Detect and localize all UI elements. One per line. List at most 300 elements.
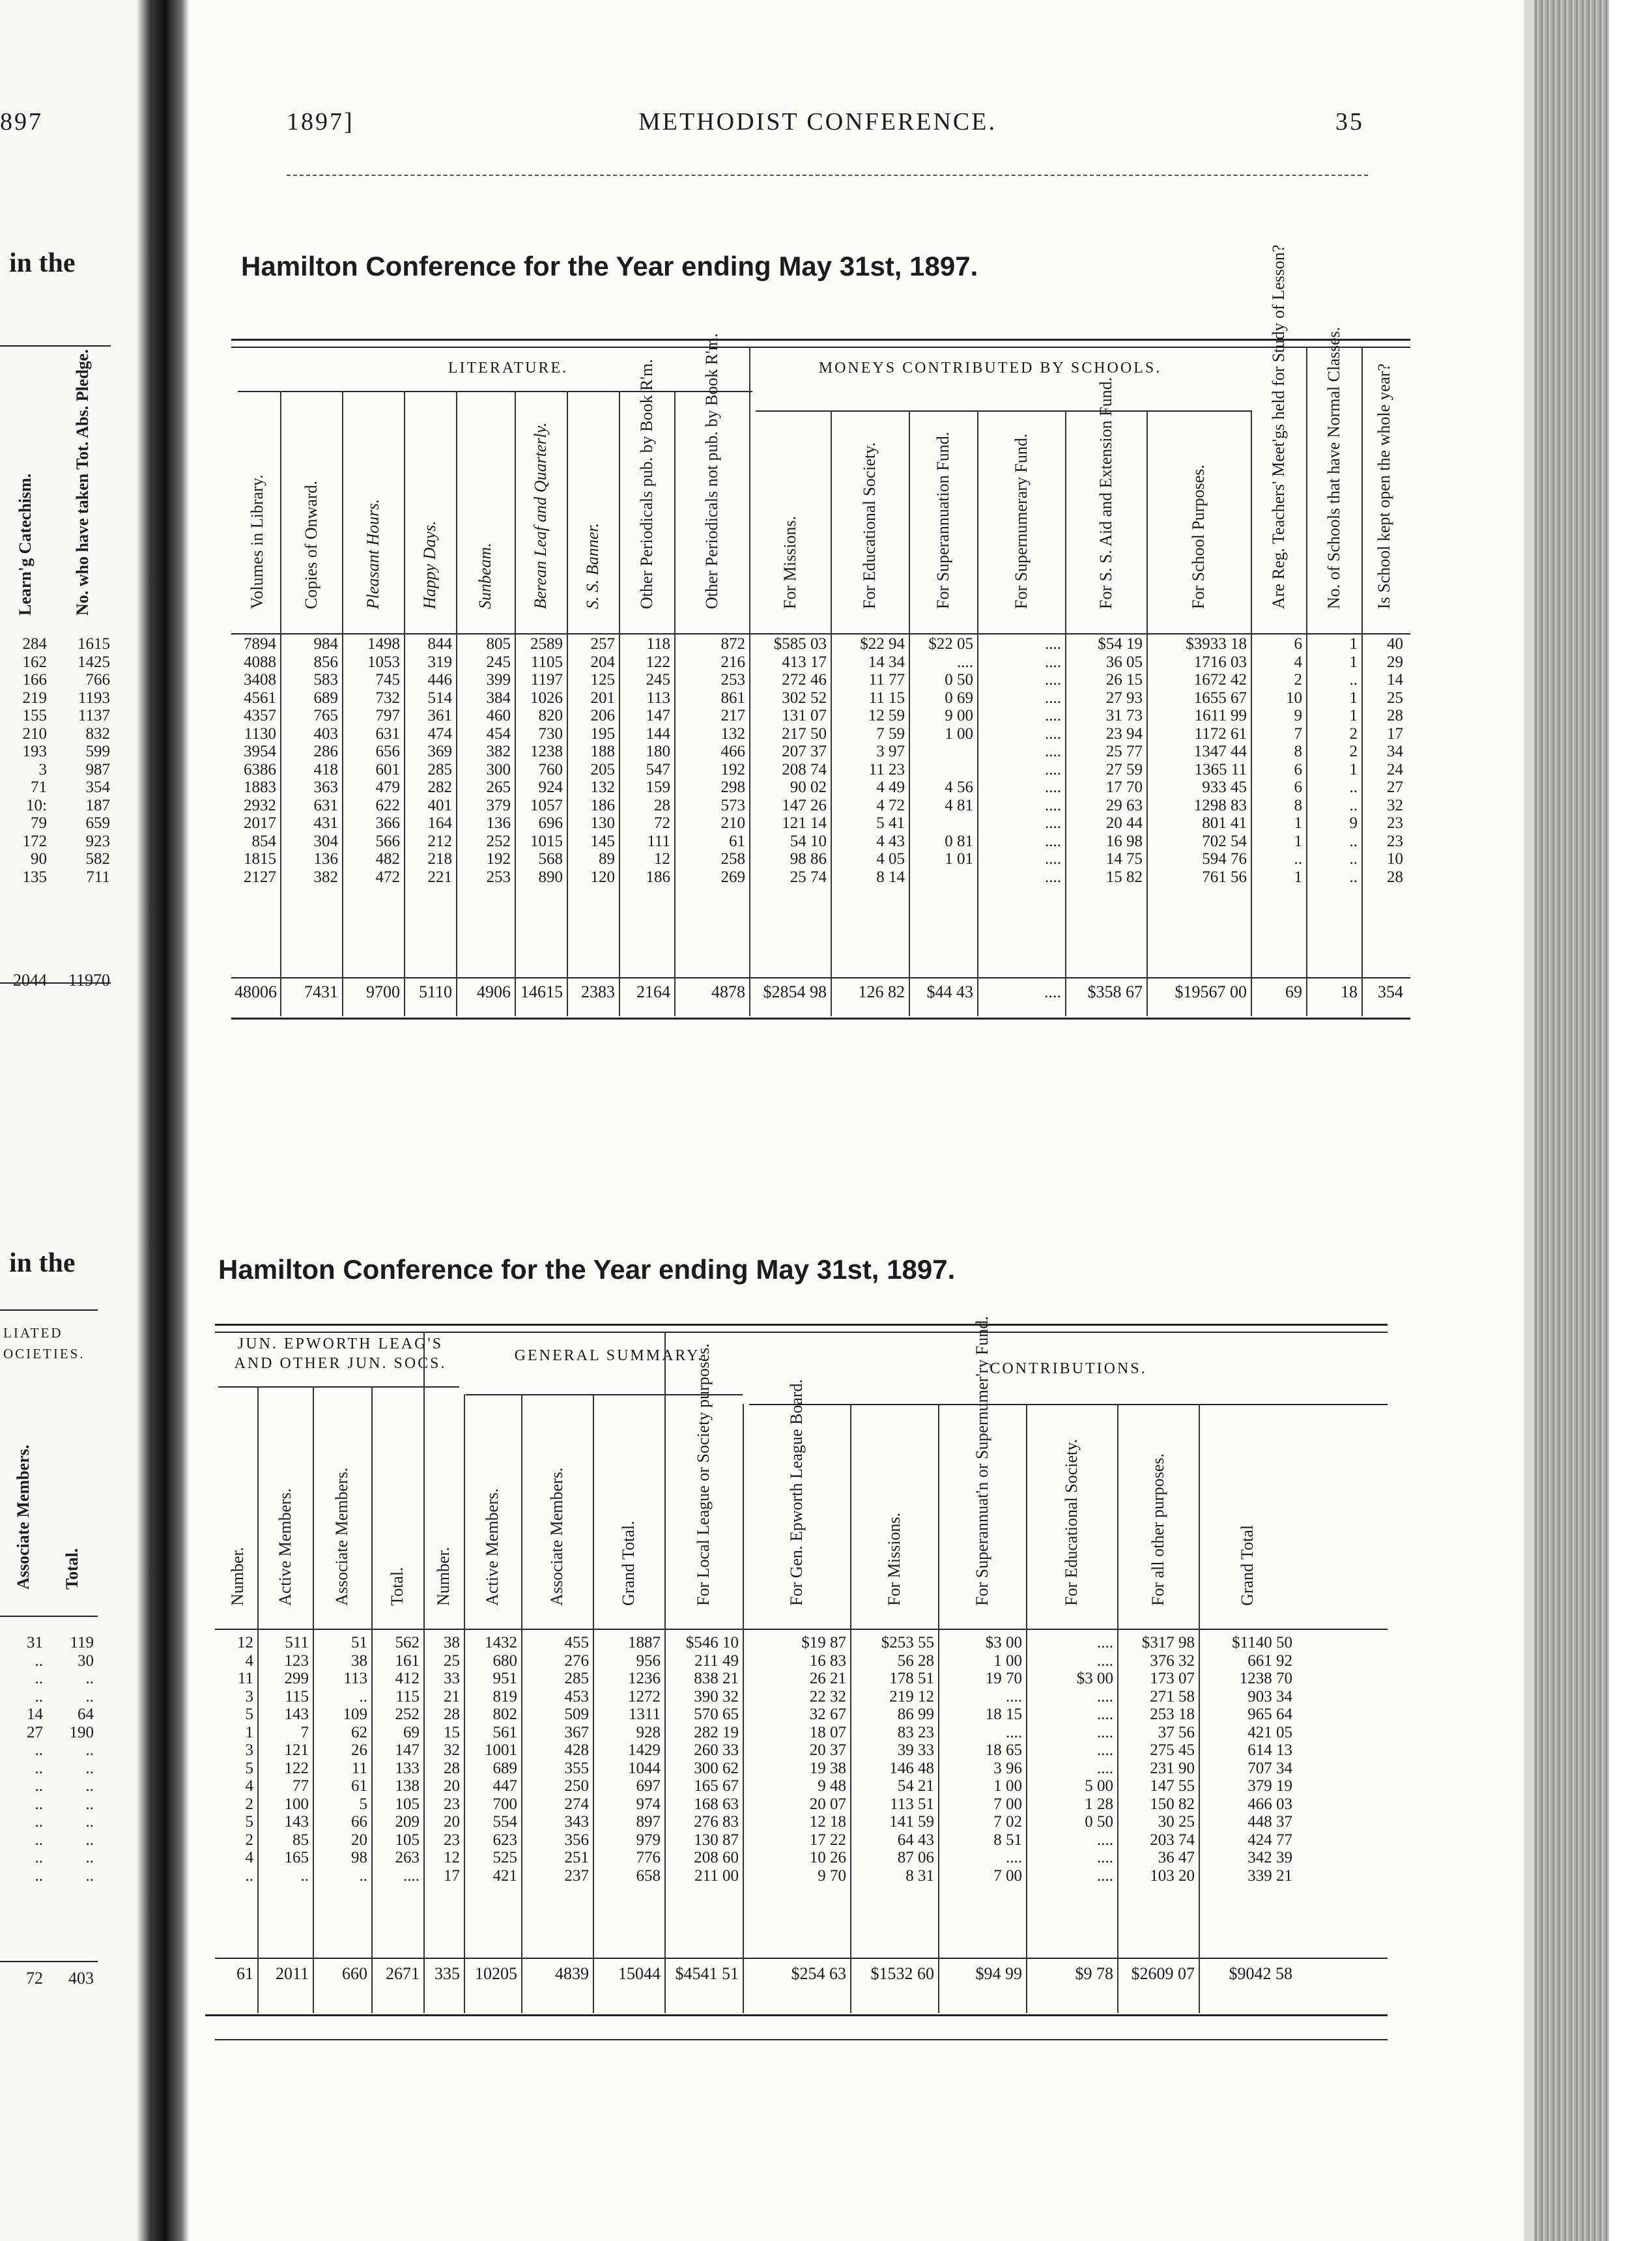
table-cell: 141 59 bbox=[889, 1813, 934, 1831]
table-cell: 1 bbox=[1349, 760, 1358, 778]
table2-column bbox=[313, 1386, 371, 2013]
table-cell: 689 bbox=[313, 689, 338, 707]
table-cell: 11 bbox=[351, 1759, 367, 1777]
table1-column bbox=[515, 391, 567, 1016]
column-header-label: Learn'g Catechism. bbox=[16, 473, 35, 616]
table-cell: 479 bbox=[375, 778, 400, 796]
table-cell: 3 bbox=[245, 1687, 253, 1706]
column-header-label: Pleasant Hours. bbox=[363, 499, 382, 609]
table-cell: $22 94 bbox=[860, 635, 905, 653]
table-cell: 103 20 bbox=[1150, 1866, 1195, 1885]
column-divider bbox=[1146, 410, 1148, 1016]
column-header bbox=[456, 391, 515, 629]
table-cell: 1272 bbox=[628, 1687, 661, 1706]
table-cell: 890 bbox=[538, 868, 563, 886]
table-cell: 5 bbox=[359, 1795, 367, 1813]
table-cell: 118 bbox=[646, 635, 670, 653]
table2-column bbox=[1117, 1386, 1199, 2013]
table-cell: .. bbox=[1349, 832, 1358, 850]
table-cell: 14 75 bbox=[1105, 850, 1143, 868]
table-cell: 5 41 bbox=[876, 814, 905, 832]
column-total: $9042 58 bbox=[1229, 1964, 1292, 1983]
table1-column bbox=[567, 391, 619, 1016]
table1-column bbox=[235, 391, 280, 1016]
table-cell: 14 34 bbox=[868, 653, 905, 671]
table-cell: 188 bbox=[590, 743, 615, 760]
table-cell: 173 07 bbox=[1150, 1670, 1195, 1687]
table1-column bbox=[831, 391, 909, 1016]
table-cell: 61 bbox=[351, 1777, 367, 1795]
table-cell: 622 bbox=[375, 796, 400, 814]
column-cells bbox=[1026, 1634, 1117, 1885]
table-cell: 656 bbox=[375, 743, 400, 760]
column-cells bbox=[1117, 1634, 1199, 1885]
table-cell: 302 52 bbox=[782, 689, 827, 707]
column-header-label: Active Members. bbox=[275, 1488, 294, 1606]
table-cell: 819 bbox=[492, 1687, 517, 1706]
column-divider bbox=[850, 1404, 851, 2013]
table-cell: 361 bbox=[427, 707, 452, 724]
table-cell: 689 bbox=[492, 1759, 517, 1777]
table-cell: 33 bbox=[444, 1670, 460, 1687]
column-total: $19567 00 bbox=[1175, 982, 1247, 1001]
table-cell: 19 38 bbox=[809, 1759, 846, 1777]
table-cell: 6 bbox=[1294, 635, 1302, 653]
table2-group-summary: GENERAL SUMMARY. bbox=[514, 1347, 704, 1364]
column-total: 7431 bbox=[304, 982, 338, 1001]
table-cell: 17 22 bbox=[809, 1831, 846, 1849]
table1-column bbox=[674, 333, 749, 1016]
table-cell: 474 bbox=[427, 724, 452, 743]
table-cell: 161 bbox=[395, 1651, 420, 1670]
table-cell: 872 bbox=[720, 635, 745, 653]
column-header-label: Volumes in Library. bbox=[248, 474, 266, 609]
column-cells bbox=[674, 635, 749, 886]
table1-column bbox=[1251, 244, 1306, 1016]
table-cell: 85 bbox=[292, 1831, 309, 1849]
table-cell: 86 99 bbox=[897, 1706, 934, 1723]
table-cell: 509 bbox=[564, 1706, 589, 1723]
table-cell: 0 50 bbox=[945, 671, 973, 689]
table-cell: 147 26 bbox=[782, 796, 827, 814]
table-cell: 3 bbox=[245, 1741, 253, 1759]
column-header bbox=[593, 1386, 664, 1625]
table1-column bbox=[749, 391, 831, 1016]
table-cell: 130 87 bbox=[694, 1831, 739, 1849]
table-cell: $3 00 bbox=[1076, 1670, 1113, 1687]
table-cell: 979 bbox=[636, 1831, 661, 1849]
table-cell: 11 77 bbox=[868, 671, 905, 689]
table-cell: 421 bbox=[492, 1866, 517, 1885]
table-cell: 1130 bbox=[244, 724, 276, 743]
table-cell: 28 bbox=[444, 1759, 460, 1777]
table-cell: 7 bbox=[300, 1723, 309, 1741]
table-cell: .... bbox=[1097, 1634, 1113, 1651]
left-page-column bbox=[47, 1394, 98, 2006]
table-cell: 20 bbox=[444, 1777, 460, 1795]
table-cell: 201 bbox=[590, 689, 615, 707]
table-cell: 211 49 bbox=[694, 1651, 739, 1670]
column-header bbox=[257, 1386, 313, 1625]
table-cell: 180 bbox=[646, 743, 670, 760]
table-cell: 956 bbox=[636, 1651, 661, 1670]
column-header-label: For Missions. bbox=[884, 1512, 904, 1606]
table-cell: 237 bbox=[564, 1866, 589, 1885]
table-cell: 27 59 bbox=[1105, 760, 1143, 778]
table-cell: 98 bbox=[351, 1849, 367, 1866]
column-header-label: No. who have taken Tot. Abs. Pledge. bbox=[72, 349, 92, 616]
table-cell: 23 94 bbox=[1105, 724, 1143, 743]
column-divider bbox=[515, 391, 516, 1016]
table-cell: .... bbox=[957, 653, 973, 671]
column-cells bbox=[456, 635, 515, 886]
table-cell: 90 bbox=[31, 850, 47, 868]
column-divider bbox=[280, 391, 281, 1016]
table1-bottom-rule bbox=[231, 1018, 1410, 1020]
column-divider bbox=[1361, 347, 1363, 1016]
table-cell: 802 bbox=[492, 1706, 517, 1723]
table-cell: 206 bbox=[590, 707, 615, 724]
table-cell: .. bbox=[35, 1670, 43, 1687]
column-header-label: Total. bbox=[388, 1567, 406, 1606]
table-cell: 304 bbox=[313, 832, 338, 850]
table-cell: 1 28 bbox=[1085, 1795, 1113, 1813]
table-cell: 861 bbox=[720, 689, 745, 707]
table-cell: .... bbox=[1045, 707, 1061, 724]
table-cell: 51 bbox=[351, 1634, 367, 1651]
table-cell bbox=[909, 761, 977, 779]
table-cell: .. bbox=[85, 1741, 94, 1759]
table-cell: 115 bbox=[285, 1687, 309, 1706]
table2-group-contributions: CONTRIBUTIONS. bbox=[990, 1360, 1147, 1377]
table1-column bbox=[1361, 364, 1407, 1016]
table1-top-rule-2 bbox=[231, 347, 1410, 348]
table-cell: 27 bbox=[1387, 778, 1403, 796]
table-cell: 217 bbox=[720, 707, 745, 724]
table-cell: 356 bbox=[564, 1831, 589, 1849]
table-cell: 121 14 bbox=[782, 814, 827, 832]
table-cell: 460 bbox=[486, 707, 511, 724]
table-cell: 38 bbox=[351, 1651, 367, 1670]
table-cell: 482 bbox=[375, 850, 400, 868]
table-cell: 760 bbox=[538, 760, 563, 778]
table-cell: $3 00 bbox=[985, 1634, 1022, 1651]
column-cells bbox=[1199, 1634, 1296, 1885]
table-cell: .... bbox=[1045, 850, 1061, 868]
table-cell: 3 96 bbox=[993, 1759, 1022, 1777]
table-cell: 4 bbox=[245, 1777, 253, 1795]
table-cell: 25 bbox=[1387, 689, 1403, 707]
column-cells bbox=[938, 1634, 1026, 1885]
table-cell: 421 05 bbox=[1247, 1723, 1292, 1741]
table-cell: 0 69 bbox=[945, 689, 973, 707]
column-header bbox=[47, 1394, 98, 1609]
column-header bbox=[342, 391, 404, 629]
table-cell: 974 bbox=[636, 1795, 661, 1813]
table-cell: $22 05 bbox=[928, 635, 973, 653]
column-total: 126 82 bbox=[858, 982, 905, 1001]
column-cells bbox=[218, 1634, 257, 1885]
table-cell: 122 bbox=[646, 653, 670, 671]
column-divider bbox=[664, 1332, 666, 2013]
column-header bbox=[280, 391, 342, 629]
table-cell: 210 bbox=[22, 724, 47, 743]
table-cell bbox=[909, 743, 977, 761]
table-cell: 5 00 bbox=[1085, 1777, 1113, 1795]
column-header-label: For Superannuat'n or Supernumer'ry Fund. bbox=[972, 1316, 991, 1606]
column-divider bbox=[313, 1386, 314, 2013]
column-header-label: For Superannuation Fund. bbox=[933, 431, 952, 609]
table-cell: 514 bbox=[427, 689, 452, 707]
column-divider bbox=[456, 391, 457, 1016]
table-cell: 1887 bbox=[628, 1634, 661, 1651]
table-cell: 1193 bbox=[78, 689, 110, 707]
table-cell: .... bbox=[1097, 1687, 1113, 1706]
table-cell: 77 bbox=[292, 1777, 309, 1795]
column-cells bbox=[51, 635, 114, 886]
table-cell: 6 bbox=[1294, 760, 1302, 778]
column-header bbox=[619, 359, 674, 629]
table-cell: 14 bbox=[27, 1706, 43, 1723]
column-header-label: For Gen. Epworth League Board. bbox=[786, 1378, 806, 1606]
table-cell: .. bbox=[85, 1670, 94, 1687]
table-cell: 20 bbox=[444, 1813, 460, 1831]
table-cell: 32 bbox=[1387, 796, 1403, 814]
table-cell: .... bbox=[1045, 760, 1061, 778]
column-cells bbox=[0, 635, 51, 886]
table-cell: 1172 61 bbox=[1194, 724, 1247, 743]
column-divider bbox=[593, 1394, 594, 2013]
table-cell: .. bbox=[35, 1813, 43, 1831]
table-cell: 1 bbox=[1294, 832, 1302, 850]
table-cell: .... bbox=[1045, 689, 1061, 707]
table-cell: .... bbox=[1097, 1759, 1113, 1777]
table-cell: 71 bbox=[31, 778, 47, 796]
column-divider bbox=[743, 1404, 744, 2013]
table-cell: 87 06 bbox=[897, 1849, 934, 1866]
table-cell: 105 bbox=[395, 1831, 420, 1849]
column-cells bbox=[619, 635, 674, 886]
table-cell: .. bbox=[35, 1651, 43, 1670]
table-cell: 146 48 bbox=[889, 1759, 934, 1777]
table1-top-rule bbox=[231, 339, 1410, 341]
table-cell: 37 56 bbox=[1158, 1723, 1195, 1741]
table-cell: 245 bbox=[486, 653, 511, 671]
table-cell: 4 56 bbox=[945, 778, 973, 796]
table-cell: 271 58 bbox=[1150, 1687, 1195, 1706]
table-cell: 5 bbox=[245, 1813, 253, 1831]
table-cell: 10: bbox=[26, 796, 47, 814]
table-cell: 36 47 bbox=[1158, 1849, 1195, 1866]
table-cell: $3933 18 bbox=[1186, 635, 1247, 653]
table-cell: 631 bbox=[313, 796, 338, 814]
table-cell: 446 bbox=[427, 671, 452, 689]
table-cell: 23 bbox=[444, 1831, 460, 1849]
table-cell: 29 63 bbox=[1105, 796, 1143, 814]
column-header bbox=[0, 365, 51, 635]
table2-column bbox=[1199, 1386, 1296, 2013]
table2-top-rule-2 bbox=[215, 1332, 1388, 1333]
table-cell: 132 bbox=[720, 724, 745, 743]
table-cell: 159 bbox=[646, 778, 670, 796]
table-cell: 150 82 bbox=[1150, 1795, 1195, 1813]
table-cell: 122 bbox=[284, 1759, 309, 1777]
column-header-label: For Educational Society. bbox=[860, 442, 879, 609]
table-cell: 1057 bbox=[530, 796, 563, 814]
table-cell: .... bbox=[1045, 671, 1061, 689]
table-cell: 1105 bbox=[530, 653, 563, 671]
table-cell: 113 51 bbox=[890, 1795, 934, 1813]
column-cells bbox=[664, 1634, 743, 1885]
column-divider bbox=[371, 1386, 373, 2013]
table-cell: 143 bbox=[284, 1813, 309, 1831]
table-cell: .... bbox=[1097, 1866, 1113, 1885]
table-cell: 745 bbox=[375, 671, 400, 689]
table-cell: 366 bbox=[375, 814, 400, 832]
column-header bbox=[1026, 1386, 1117, 1625]
table-cell: .. bbox=[1349, 868, 1358, 886]
table-cell: 12 18 bbox=[809, 1813, 846, 1831]
table-cell: 282 19 bbox=[694, 1723, 739, 1741]
table-cell: 1883 bbox=[244, 778, 276, 796]
table-cell: .... bbox=[1045, 778, 1061, 796]
table-cell: .. bbox=[85, 1849, 94, 1866]
table-cell: 566 bbox=[375, 832, 400, 850]
table-cell: .... bbox=[1097, 1741, 1113, 1759]
table-cell: 16 83 bbox=[809, 1651, 846, 1670]
scan-margin bbox=[1609, 0, 1652, 2241]
table-cell: 219 bbox=[22, 689, 47, 707]
table-cell: 801 41 bbox=[1202, 814, 1247, 832]
column-divider bbox=[1117, 1404, 1118, 2013]
column-header bbox=[371, 1386, 423, 1625]
table1-column bbox=[1306, 326, 1361, 1016]
column-cells bbox=[850, 1634, 938, 1885]
table-cell: 1238 70 bbox=[1239, 1670, 1292, 1687]
table-cell: 258 bbox=[720, 850, 745, 868]
table-cell: 455 bbox=[564, 1634, 589, 1651]
column-cells bbox=[977, 635, 1065, 886]
table2-group-jun: JUN. EPWORTH LEAG'S AND OTHER JUN. SOCS. bbox=[234, 1335, 447, 1372]
column-total: $44 43 bbox=[926, 982, 973, 1001]
table-cell: 1498 bbox=[367, 635, 400, 653]
table-cell: 7 bbox=[1294, 724, 1302, 743]
table-cell: 661 92 bbox=[1247, 1651, 1292, 1670]
column-cells bbox=[342, 635, 404, 886]
table-cell: 23 bbox=[444, 1795, 460, 1813]
column-total: 14615 bbox=[520, 982, 563, 1001]
table-cell: 178 51 bbox=[889, 1670, 934, 1687]
column-total: 403 bbox=[68, 1969, 94, 1988]
table-cell: 448 37 bbox=[1247, 1813, 1292, 1831]
column-header bbox=[1251, 244, 1306, 629]
table-cell: 252 bbox=[395, 1706, 420, 1723]
table-cell: 0 81 bbox=[945, 832, 973, 850]
table-cell: 1001 bbox=[485, 1741, 517, 1759]
table-cell: .... bbox=[1097, 1849, 1113, 1866]
table-cell: 1347 44 bbox=[1193, 743, 1247, 760]
table-cell: 700 bbox=[492, 1795, 517, 1813]
column-header bbox=[1199, 1386, 1296, 1625]
column-cells bbox=[749, 635, 831, 886]
table-cell: 12 bbox=[237, 1634, 253, 1651]
column-total: 61 bbox=[236, 1964, 253, 1983]
header-year: 1897] bbox=[287, 108, 354, 136]
column-header bbox=[938, 1316, 1026, 1625]
table-cell: .. bbox=[85, 1795, 94, 1813]
table-cell: 4 bbox=[245, 1651, 253, 1670]
table-cell: 168 63 bbox=[694, 1795, 739, 1813]
table-cell: 354 bbox=[85, 778, 110, 796]
table-cell: .... bbox=[1045, 724, 1061, 743]
table-cell: 924 bbox=[538, 778, 563, 796]
table-cell: 554 bbox=[492, 1813, 517, 1831]
table-cell: 29 bbox=[1387, 653, 1403, 671]
column-total: $358 67 bbox=[1087, 982, 1143, 1001]
table-cell: .. bbox=[35, 1741, 43, 1759]
table-cell: 379 19 bbox=[1247, 1777, 1292, 1795]
table1-column bbox=[909, 391, 977, 1016]
column-cells bbox=[1251, 635, 1306, 886]
table-cell: 18 65 bbox=[985, 1741, 1022, 1759]
column-header-label: Associate Members. bbox=[332, 1467, 351, 1606]
table-cell: 265 bbox=[486, 778, 511, 796]
table-cell: 125 bbox=[590, 671, 615, 689]
table-cell: 702 54 bbox=[1202, 832, 1247, 850]
table2-column bbox=[938, 1316, 1026, 2013]
column-header bbox=[515, 391, 567, 629]
table1-title: Hamilton Conference for the Year ending May 31st, 1897. bbox=[241, 251, 978, 281]
table-cell: 119 bbox=[70, 1634, 94, 1651]
table-cell: 12 bbox=[654, 850, 670, 868]
column-total: 660 bbox=[342, 1964, 367, 1983]
table-cell: 143 bbox=[284, 1706, 309, 1723]
table-cell: .. bbox=[35, 1849, 43, 1866]
table-cell: 0 50 bbox=[1085, 1813, 1113, 1831]
column-header-label: No. of Schools that have Normal Classes. bbox=[1324, 326, 1343, 609]
table-cell: 562 bbox=[395, 1634, 420, 1651]
table-cell: 923 bbox=[85, 832, 110, 850]
table-cell: 797 bbox=[375, 707, 400, 724]
table-cell: 623 bbox=[492, 1831, 517, 1849]
column-cells bbox=[464, 1634, 521, 1885]
table-cell: 1026 bbox=[530, 689, 563, 707]
table-cell: 17 bbox=[1387, 724, 1403, 743]
table-cell: 1815 bbox=[244, 850, 276, 868]
table-cell: 1672 42 bbox=[1193, 671, 1247, 689]
column-cells bbox=[567, 635, 619, 886]
column-header bbox=[831, 391, 909, 629]
table-cell: 614 13 bbox=[1247, 1741, 1292, 1759]
table-cell: 1 01 bbox=[945, 850, 973, 868]
table-cell: 300 62 bbox=[694, 1759, 739, 1777]
table-cell: 285 bbox=[564, 1670, 589, 1687]
table-cell: 23 bbox=[1387, 814, 1403, 832]
table-cell: 28 bbox=[444, 1706, 460, 1723]
column-divider bbox=[1199, 1404, 1200, 2013]
header-title: METHODIST CONFERENCE. bbox=[638, 108, 997, 136]
column-cells bbox=[1065, 635, 1146, 886]
table-cell: 216 bbox=[720, 653, 745, 671]
left-page-column bbox=[0, 1394, 47, 2006]
table-cell: 928 bbox=[636, 1723, 661, 1741]
table-cell: 274 bbox=[564, 1795, 589, 1813]
table-cell: 7 59 bbox=[876, 724, 905, 743]
table-cell: .... bbox=[1045, 635, 1061, 653]
table-cell: 466 03 bbox=[1247, 1795, 1292, 1813]
table-cell: 342 39 bbox=[1247, 1849, 1292, 1866]
table-cell: 276 bbox=[564, 1651, 589, 1670]
